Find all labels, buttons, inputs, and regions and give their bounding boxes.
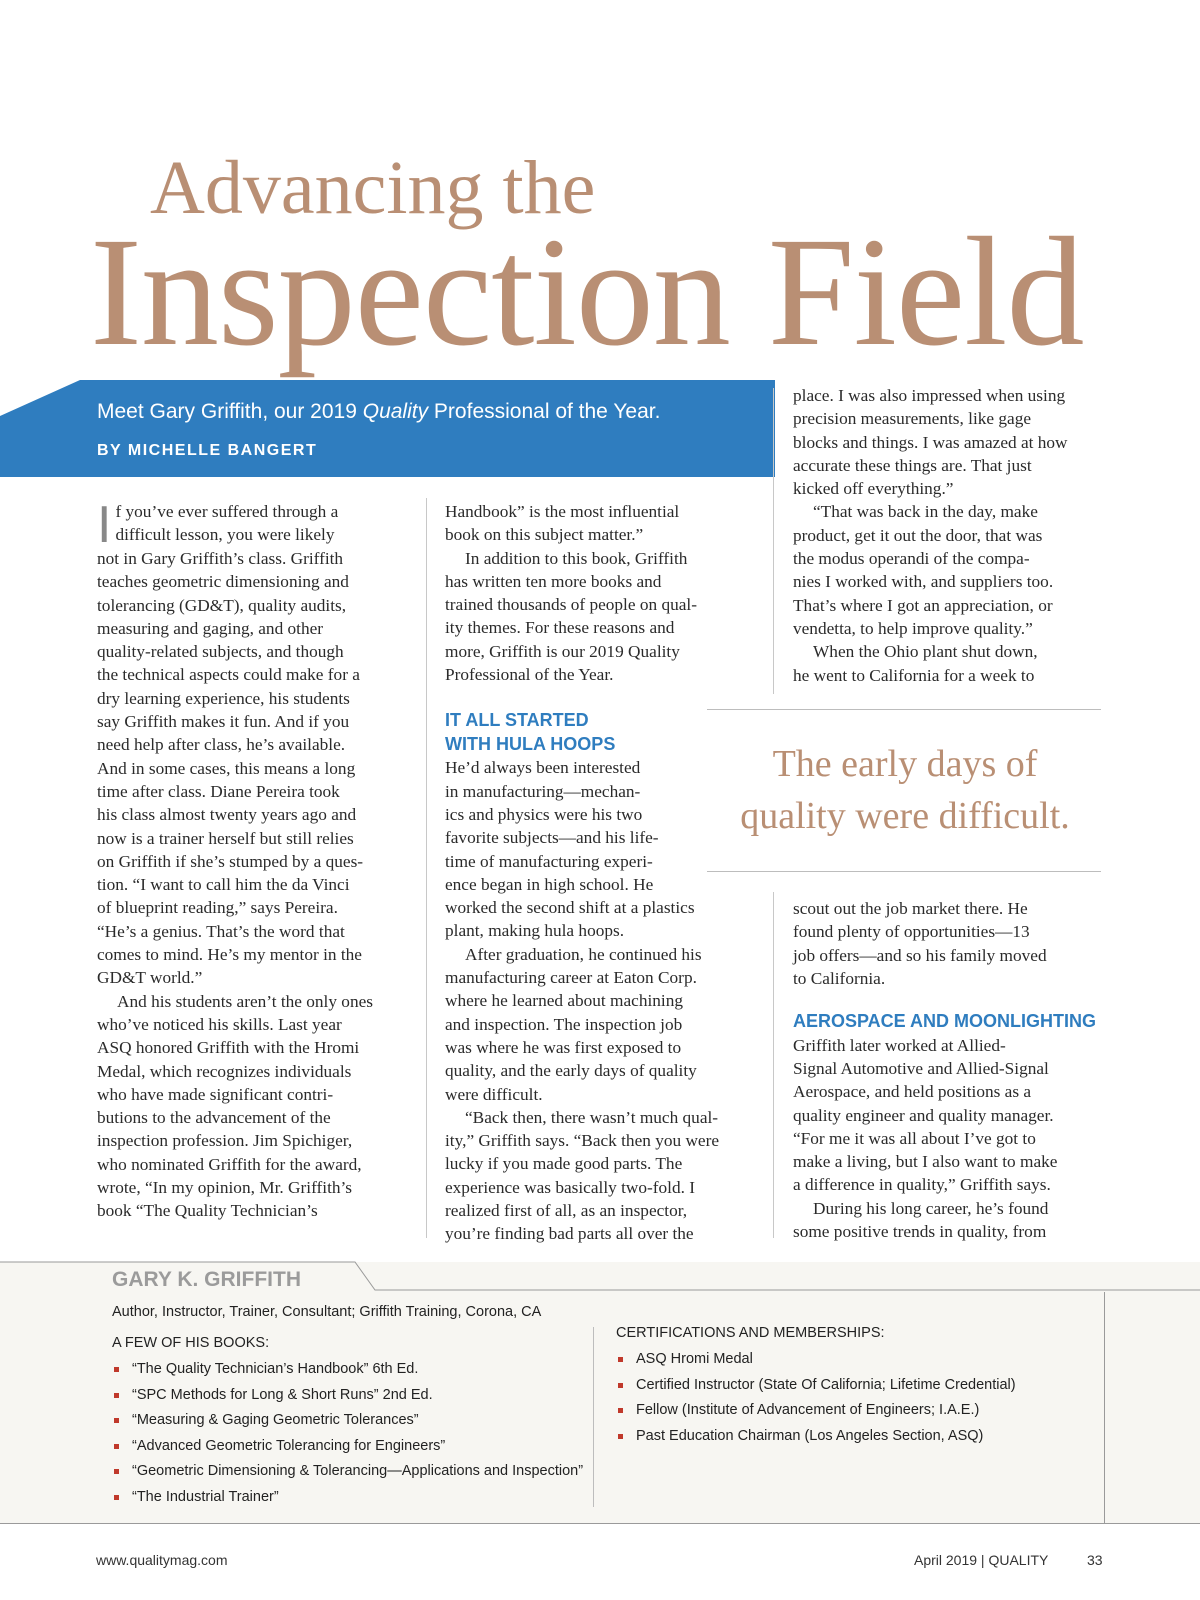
footer-url: www.qualitymag.com [96,1552,228,1568]
body-line: Medal, which recognizes individuals [97,1061,352,1081]
bullet-icon [618,1434,623,1439]
body-line: on Griffith if she’s stumped by a ques- [97,851,364,871]
byline: BY MICHELLE BANGERT [97,442,318,459]
bullet-icon [114,1495,119,1500]
section-subhead-line1: IT ALL STARTED [445,710,589,731]
body-line: were difficult. [445,1084,543,1104]
footer-issue: April 2019 | QUALITY [914,1552,1049,1568]
bullet-icon [114,1418,119,1423]
article-column-2 [445,500,755,1246]
drop-cap: I [97,496,112,554]
body-line: place. I was also impressed when using [793,386,1066,405]
title-line-2: Inspection Field [90,205,1084,378]
deck-headline-italic: Quality [362,400,429,423]
certs-list [616,1347,1016,1449]
cert-item: ASQ Hromi Medal [616,1347,1016,1373]
body-line: the modus operandi of the compa- [793,549,1030,569]
body-line: He’d always been interested [445,758,641,778]
body-line: not in Gary Griffith’s class. Griffith [97,549,344,568]
body-line: measuring and gaging, and other [97,618,324,638]
body-line: found plenty of opportunities—13 [793,922,1030,942]
body-line: some positive trends in quality, from [793,1222,1047,1242]
pullquote-rule-bottom [707,871,1101,872]
section-subhead-line2: WITH HULA HOOPS [445,733,616,754]
body-line: now is a trainer herself but still relies [97,828,354,848]
body-line: manufacturing career at Eaton Corp. [445,968,697,988]
body-line: “He’s a genius. That’s the word that [97,921,345,941]
body-line: And his students aren’t the only ones [117,991,373,1011]
cert-item: Fellow (Institute of Advancement of Engineers; I.A.E.) [616,1398,1016,1424]
body-line: teaches geometric dimensioning and [97,572,349,592]
bullet-icon [114,1469,119,1474]
books-list [112,1357,583,1510]
bio-name: GARY K. GRIFFITH [112,1268,301,1291]
body-line: a difference in quality,” Griffith says. [793,1175,1051,1195]
body-line: book on this subject matter.” [445,525,644,545]
body-line: kicked off everything.” [793,479,954,499]
body-line: quality engineer and quality manager. [793,1105,1054,1125]
cert-item: Past Education Chairman (Los Angeles Section, ASQ) [616,1424,1016,1450]
body-line: GD&T world.” [97,968,203,988]
certs-heading: CERTIFICATIONS AND MEMBERSHIPS: [616,1325,885,1341]
body-line: his class almost twenty years ago and [97,805,357,825]
sidebar-bottom-border [0,1523,1200,1524]
body-line: book “The Quality Technician’s [97,1201,318,1221]
bullet-icon [114,1393,119,1398]
body-line: who’ve noticed his skills. Last year [97,1014,342,1034]
body-line: and inspection. The inspection job [445,1014,683,1034]
body-line: say Griffith makes it fun. And if you [97,712,350,732]
body-line: experience was basically two-fold. I [445,1177,695,1197]
body-line: ASQ honored Griffith with the Hromi [97,1038,360,1058]
deck-banner [0,380,775,477]
sidebar-right-border [1104,1292,1105,1524]
body-line: he went to California for a week to [793,665,1035,685]
body-line: In addition to this book, Griffith [465,548,688,568]
bullet-icon [114,1444,119,1449]
body-line: “That was back in the day, make [813,502,1038,522]
body-line: blocks and things. I was amazed at how [793,432,1068,452]
body-line: to California. [793,968,886,988]
body-line: ence began in high school. He [445,874,654,894]
body-line: in manufacturing—mechan- [445,781,641,801]
body-line: more, Griffith is our 2019 Quality [445,641,680,661]
body-line: And in some cases, this means a long [97,758,356,778]
book-item: “Geometric Dimensioning & Tolerancing—Applications and Inspection” [112,1459,583,1485]
body-line: quality, and the early days of quality [445,1061,697,1081]
body-line: Griffith later worked at Allied- [793,1035,1006,1055]
body-line: f you’ve ever suffered through a [115,502,339,521]
cert-item: Certified Instructor (State Of California; Lifetime Credential) [616,1373,1016,1399]
body-line: worked the second shift at a plastics [445,898,695,918]
column-rule-2-top [773,388,774,694]
body-line: nies I worked with, and suppliers too. [793,572,1054,592]
body-line: Handbook” is the most influential [445,502,680,521]
body-line: time after class. Diane Pereira took [97,781,340,801]
body-line: where he learned about machining [445,991,683,1011]
article-column-3-top [793,384,1113,687]
body-line: “Back then, there wasn’t much qual- [465,1107,719,1127]
body-line: Aerospace, and held positions as a [793,1082,1032,1102]
sidebar-divider [593,1327,594,1507]
body-line: ity,” Griffith says. “Back then you were [445,1131,720,1151]
section-subhead: AEROSPACE AND MOONLIGHTING [793,1011,1097,1032]
body-line: When the Ohio plant shut down, [813,642,1038,662]
body-line: difficult lesson, you were likely [115,525,335,545]
body-line: dry learning experience, his students [97,688,350,708]
bullet-icon [618,1408,623,1413]
bio-role: Author, Instructor, Trainer, Consultant; Griffith Training, Corona, CA [112,1304,542,1320]
title-line-1: Advancing the [150,146,596,230]
body-line: wrote, “In my opinion, Mr. Griffith’s [97,1178,353,1198]
body-line: inspection profession. Jim Spichiger, [97,1131,353,1151]
body-line: make a living, but I also want to make [793,1152,1058,1172]
column-rule-1 [426,498,427,1238]
body-line: During his long career, he’s found [813,1198,1049,1218]
bullet-icon [114,1367,119,1372]
body-line: scout out the job market there. He [793,899,1028,918]
body-line: realized first of all, as an inspector, [445,1201,688,1221]
body-line: “For me it was all about I’ve got to [793,1128,1036,1148]
body-line: accurate these things are. That just [793,455,1032,475]
body-line: Professional of the Year. [445,665,614,685]
body-line: comes to mind. He’s my mentor in the [97,945,362,965]
body-line: trained thousands of people on qual- [445,595,697,615]
pullquote-rule-top [707,709,1101,710]
bullet-icon [618,1357,623,1362]
bullet-icon [618,1383,623,1388]
body-line: butions to the advancement of the [97,1108,331,1128]
body-line: you’re finding bad parts all over the [445,1224,694,1244]
article-column-1 [97,496,417,1223]
book-item: “Measuring & Gaging Geometric Tolerances” [112,1408,583,1434]
body-line: who nominated Griffith for the award, [97,1154,362,1174]
column-rule-2-bottom [773,892,774,1238]
books-heading: A FEW OF HIS BOOKS: [112,1335,270,1351]
body-line: job offers—and so his family moved [793,945,1047,965]
body-line: quality-related subjects, and though [97,642,344,662]
body-line: tion. “I want to call him the da Vinci [97,875,350,895]
book-item: “SPC Methods for Long & Short Runs” 2nd Ed. [112,1383,583,1409]
body-line: vendetta, to help improve quality.” [793,618,1033,638]
book-item: “The Quality Technician’s Handbook” 6th Ed. [112,1357,583,1383]
body-line: need help after class, he’s available. [97,735,346,755]
body-line: tolerancing (GD&T), quality audits, [97,595,347,615]
body-line: product, get it out the door, that was [793,525,1043,545]
pull-quote-line1: The early days of [772,743,1038,785]
deck-headline-text: Meet Gary Griffith, our 2019 [97,400,363,423]
body-line: has written ten more books and [445,571,662,591]
body-line: plant, making hula hoops. [445,921,625,941]
deck-headline [97,400,660,424]
book-item: “Advanced Geometric Tolerancing for Engineers” [112,1434,583,1460]
body-line: the technical aspects could make for a [97,665,360,685]
body-line: After graduation, he continued his [465,944,702,964]
body-line: lucky if you made good parts. The [445,1154,683,1174]
body-line: precision measurements, like gage [793,409,1032,429]
pull-quote [705,738,1105,842]
body-line: That’s where I got an appreciation, or [793,595,1053,615]
body-line: time of manufacturing experi- [445,851,653,871]
deck-headline-text-end: Professional of the Year. [428,400,661,423]
body-line: ics and physics were his two [445,804,643,824]
article-column-3-bottom [793,897,1113,1243]
body-line: of blueprint reading,” says Pereira. [97,898,338,918]
body-line: favorite subjects—and his life- [445,828,659,848]
body-line: Signal Automotive and Allied-Signal [793,1058,1049,1078]
body-line: who have made significant contri- [97,1084,334,1104]
book-item: “The Industrial Trainer” [112,1485,583,1511]
pull-quote-line2: quality were difficult. [740,795,1070,837]
body-line: was where he was first exposed to [445,1037,682,1057]
page-number: 33 [1087,1552,1103,1568]
body-line: ity themes. For these reasons and [445,618,675,638]
